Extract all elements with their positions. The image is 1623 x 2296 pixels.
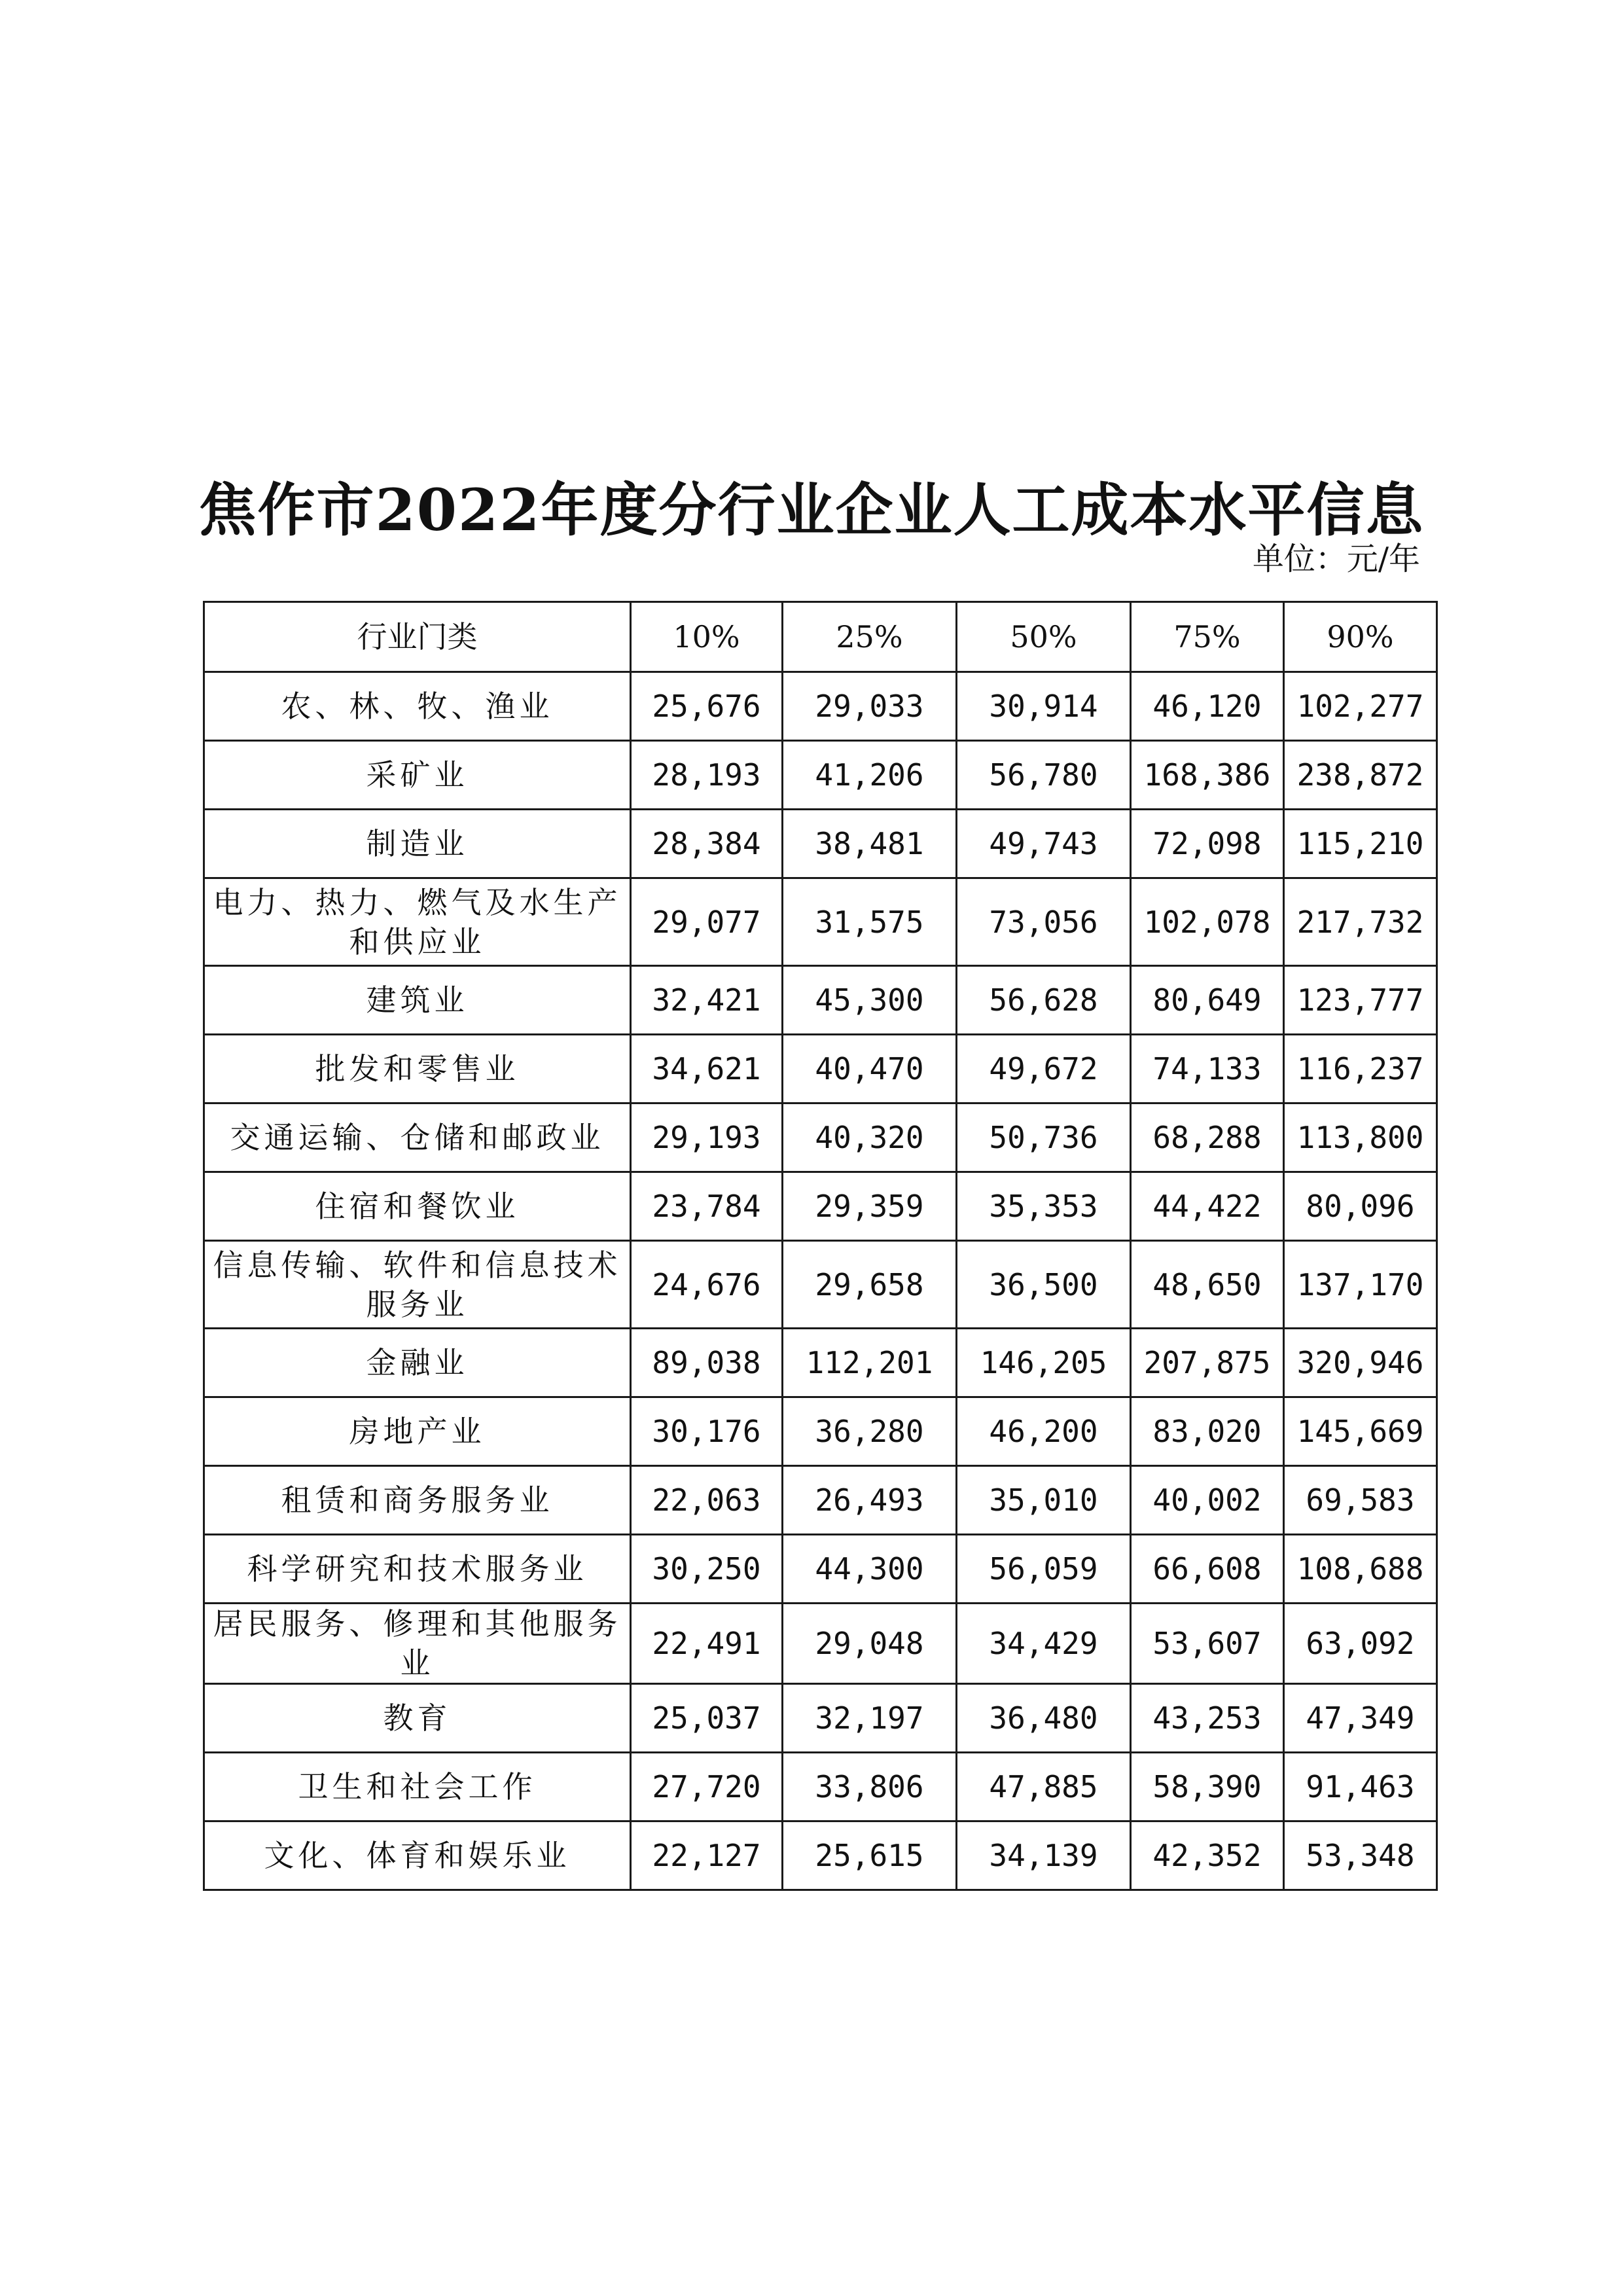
table-row (204, 878, 1437, 966)
table-row (204, 1466, 1437, 1535)
cell-p50: 36,480 (957, 1684, 1131, 1753)
table-row (204, 1241, 1437, 1329)
cell-p25: 45,300 (783, 966, 957, 1035)
cell-p25: 44,300 (783, 1535, 957, 1604)
cell-p75: 46,120 (1131, 672, 1284, 741)
cell-p25: 38,481 (783, 810, 957, 878)
cell-industry: 居民服务、修理和其他服务业 (204, 1604, 631, 1684)
table-row (204, 966, 1437, 1035)
cell-p50: 34,139 (957, 1821, 1131, 1890)
cell-industry: 交通运输、仓储和邮政业 (204, 1103, 631, 1172)
cell-p10: 30,250 (631, 1535, 783, 1604)
cell-p50: 36,500 (957, 1241, 1131, 1329)
cell-p90: 91,463 (1284, 1753, 1437, 1821)
cell-industry: 制造业 (204, 810, 631, 878)
cell-p50: 30,914 (957, 672, 1131, 741)
cell-p90: 320,946 (1284, 1329, 1437, 1397)
cell-p25: 33,806 (783, 1753, 957, 1821)
cell-p50: 47,885 (957, 1753, 1131, 1821)
cell-p50: 50,736 (957, 1103, 1131, 1172)
cell-industry: 卫生和社会工作 (204, 1753, 631, 1821)
cell-p75: 40,002 (1131, 1466, 1284, 1535)
cell-p25: 26,493 (783, 1466, 957, 1535)
cell-p50: 35,353 (957, 1172, 1131, 1241)
cell-p25: 29,359 (783, 1172, 957, 1241)
table-row (204, 810, 1437, 878)
table-row (204, 1172, 1437, 1241)
cell-p25: 40,470 (783, 1035, 957, 1103)
cell-p90: 47,349 (1284, 1684, 1437, 1753)
cell-industry: 住宿和餐饮业 (204, 1172, 631, 1241)
cell-p50: 46,200 (957, 1397, 1131, 1466)
cell-p10: 34,621 (631, 1035, 783, 1103)
cell-p50: 146,205 (957, 1329, 1131, 1397)
cell-p90: 123,777 (1284, 966, 1437, 1035)
cell-p90: 115,210 (1284, 810, 1437, 878)
cell-p75: 102,078 (1131, 878, 1284, 966)
table-row (204, 1535, 1437, 1604)
header-p90: 90% (1284, 602, 1437, 672)
cell-p90: 145,669 (1284, 1397, 1437, 1466)
cell-industry: 金融业 (204, 1329, 631, 1397)
header-p10: 10% (631, 602, 783, 672)
cell-p50: 73,056 (957, 878, 1131, 966)
cell-p25: 36,280 (783, 1397, 957, 1466)
cell-p50: 35,010 (957, 1466, 1131, 1535)
cell-p90: 108,688 (1284, 1535, 1437, 1604)
cell-p10: 30,176 (631, 1397, 783, 1466)
cell-p75: 42,352 (1131, 1821, 1284, 1890)
header-p50: 50% (957, 602, 1131, 672)
cell-p75: 66,608 (1131, 1535, 1284, 1604)
cell-p10: 28,384 (631, 810, 783, 878)
cell-p50: 56,059 (957, 1535, 1131, 1604)
cell-p90: 238,872 (1284, 741, 1437, 810)
table-row (204, 672, 1437, 741)
cell-industry: 房地产业 (204, 1397, 631, 1466)
cell-industry: 信息传输、软件和信息技术服务业 (204, 1241, 631, 1329)
cell-p10: 22,491 (631, 1604, 783, 1684)
cell-p90: 137,170 (1284, 1241, 1437, 1329)
cell-p10: 25,037 (631, 1684, 783, 1753)
cell-p75: 74,133 (1131, 1035, 1284, 1103)
cell-p10: 22,063 (631, 1466, 783, 1535)
header-p75: 75% (1131, 602, 1284, 672)
cell-p10: 28,193 (631, 741, 783, 810)
cell-p75: 58,390 (1131, 1753, 1284, 1821)
cell-industry: 农、林、牧、渔业 (204, 672, 631, 741)
cell-p75: 80,649 (1131, 966, 1284, 1035)
cell-industry: 租赁和商务服务业 (204, 1466, 631, 1535)
cell-p75: 44,422 (1131, 1172, 1284, 1241)
header-row (204, 602, 1437, 672)
cell-p25: 25,615 (783, 1821, 957, 1890)
cell-p25: 112,201 (783, 1329, 957, 1397)
cell-p90: 113,800 (1284, 1103, 1437, 1172)
header-p25: 25% (783, 602, 957, 672)
cell-p50: 56,628 (957, 966, 1131, 1035)
cell-p10: 29,077 (631, 878, 783, 966)
cell-p10: 32,421 (631, 966, 783, 1035)
cell-p10: 22,127 (631, 1821, 783, 1890)
cell-industry: 电力、热力、燃气及水生产和供应业 (204, 878, 631, 966)
cell-p50: 34,429 (957, 1604, 1131, 1684)
industry-labor-cost-table (203, 601, 1438, 1891)
table-header (204, 602, 1437, 672)
table-row (204, 1329, 1437, 1397)
cell-p10: 29,193 (631, 1103, 783, 1172)
cell-p90: 53,348 (1284, 1821, 1437, 1890)
table-row (204, 1397, 1437, 1466)
table-row (204, 1103, 1437, 1172)
cell-p10: 25,676 (631, 672, 783, 741)
table-row (204, 1684, 1437, 1753)
cell-p75: 168,386 (1131, 741, 1284, 810)
cell-p90: 217,732 (1284, 878, 1437, 966)
unit-label: 单位：元/年 (1252, 541, 1420, 577)
cell-industry: 文化、体育和娱乐业 (204, 1821, 631, 1890)
header-industry: 行业门类 (204, 602, 631, 672)
cell-p10: 27,720 (631, 1753, 783, 1821)
cell-p90: 102,277 (1284, 672, 1437, 741)
cell-p10: 89,038 (631, 1329, 783, 1397)
table-row (204, 1604, 1437, 1684)
cell-p25: 29,048 (783, 1604, 957, 1684)
cell-p90: 63,092 (1284, 1604, 1437, 1684)
cell-industry: 批发和零售业 (204, 1035, 631, 1103)
cell-p10: 23,784 (631, 1172, 783, 1241)
cell-p90: 116,237 (1284, 1035, 1437, 1103)
cell-p75: 53,607 (1131, 1604, 1284, 1684)
table-row (204, 741, 1437, 810)
cell-p25: 41,206 (783, 741, 957, 810)
cell-p75: 207,875 (1131, 1329, 1284, 1397)
table-row (204, 1035, 1437, 1103)
cell-p75: 83,020 (1131, 1397, 1284, 1466)
cell-p75: 48,650 (1131, 1241, 1284, 1329)
cell-p90: 69,583 (1284, 1466, 1437, 1535)
cell-p25: 40,320 (783, 1103, 957, 1172)
cell-p25: 29,658 (783, 1241, 957, 1329)
cell-industry: 建筑业 (204, 966, 631, 1035)
cell-p25: 32,197 (783, 1684, 957, 1753)
table-row (204, 1821, 1437, 1890)
cell-industry: 科学研究和技术服务业 (204, 1535, 631, 1604)
cell-industry: 教育 (204, 1684, 631, 1753)
cell-p75: 43,253 (1131, 1684, 1284, 1753)
table-body (204, 672, 1437, 1890)
cell-p10: 24,676 (631, 1241, 783, 1329)
table-row (204, 1753, 1437, 1821)
cell-p25: 31,575 (783, 878, 957, 966)
cell-p75: 68,288 (1131, 1103, 1284, 1172)
cell-p90: 80,096 (1284, 1172, 1437, 1241)
cell-p25: 29,033 (783, 672, 957, 741)
cell-p50: 49,672 (957, 1035, 1131, 1103)
cell-p75: 72,098 (1131, 810, 1284, 878)
cell-p50: 56,780 (957, 741, 1131, 810)
cell-p50: 49,743 (957, 810, 1131, 878)
page-title: 焦作市2022年度分行业企业人工成本水平信息 (198, 475, 1425, 544)
cell-industry: 采矿业 (204, 741, 631, 810)
